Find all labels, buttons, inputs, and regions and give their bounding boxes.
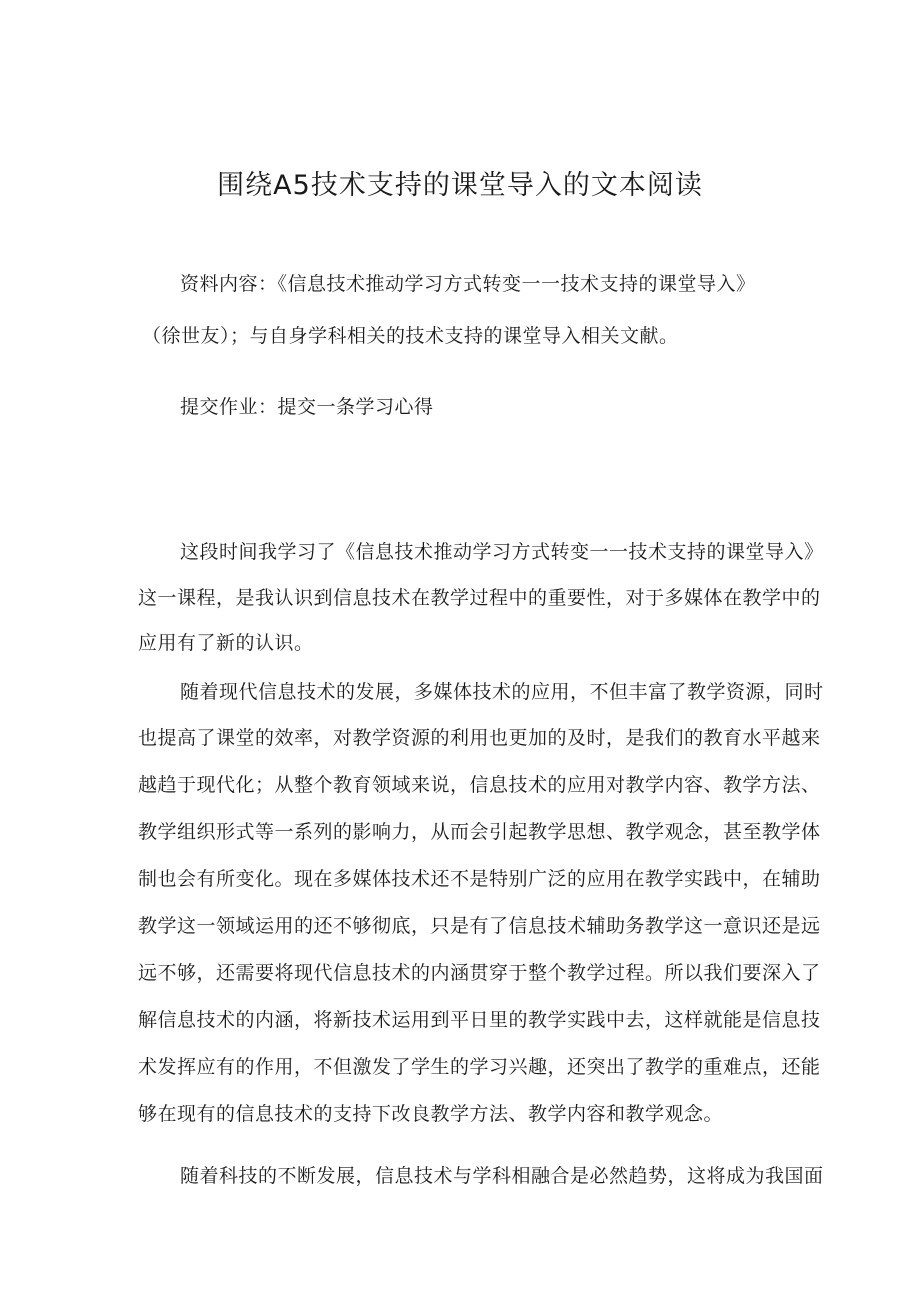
paragraph-1-line: 应用有了新的认识。 [138,632,314,654]
paragraph-2-line: 远不够，还需要将现代信息技术的内涵贯穿于整个教学过程。所以我们要深入了 [138,962,821,984]
paragraph-1-line: 这段时间我学习了《信息技术推动学习方式转变一一技术支持的课堂导入》 [180,541,824,563]
paragraph-1-line: 这一课程，是我认识到信息技术在教学过程中的重要性，对于多媒体在教学中的 [138,587,821,609]
paragraph-2-line: 越趋于现代化；从整个教育领域来说，信息技术的应用对教学内容、教学方法、 [138,774,821,796]
document-title: 围绕A5技术支持的课堂导入的文本阅读 [217,170,703,201]
paragraph-2-line: 解信息技术的内涵，将新技术运用到平日里的教学实践中去，这样就能是信息技 [138,1009,821,1031]
paragraph-2-line: 够在现有的信息技术的支持下改良教学方法、教学内容和教学观念。 [138,1103,724,1125]
paragraph-2-line: 教学这一领域运用的还不够彻底，只是有了信息技术辅助务教学这一意识还是远 [138,915,821,937]
paragraph-2-line: 也提高了课堂的效率，对教学资源的利用也更加的及时，是我们的教育水平越来 [138,727,821,749]
paragraph-2-line: 术发挥应有的作用，不但激发了学生的学习兴趣，还突出了教学的重难点，还能 [138,1056,821,1078]
paragraph-2-line: 制也会有所变化。现在多媒体技术还不是特别广泛的应用在教学实践中，在辅助 [138,868,821,890]
material-line-1: 资料内容：《信息技术推动学习方式转变一一技术支持的课堂导入》 [180,273,756,295]
homework-line: 提交作业：提交一条学习心得 [180,396,434,418]
paragraph-2-line: 随着现代信息技术的发展，多媒体技术的应用，不但丰富了教学资源，同时 [180,681,824,703]
material-line-2: （徐世友）；与自身学科相关的技术支持的课堂导入相关文献。 [142,325,679,347]
paragraph-3-line: 随着科技的不断发展，信息技术与学科相融合是必然趋势，这将成为我国面 [180,1165,824,1187]
paragraph-2-line: 教学组织形式等一系列的影响力，从而会引起教学思想、教学观念，甚至教学体 [138,821,821,843]
